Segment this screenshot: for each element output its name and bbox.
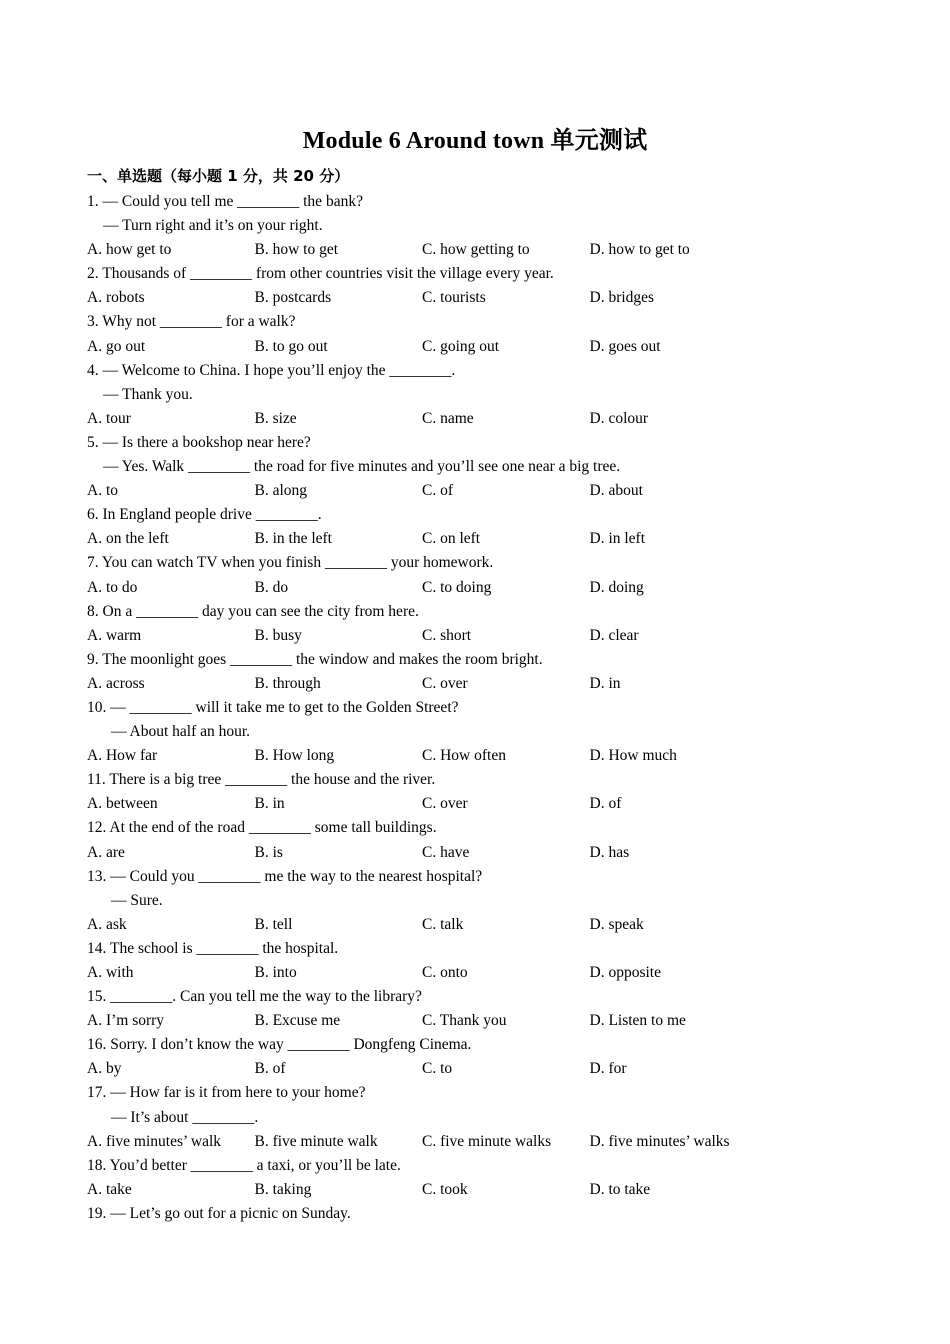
option-b: B. do (254, 578, 289, 596)
option-d: D. bridges (589, 289, 655, 307)
question-options (87, 527, 887, 551)
option-c: C. over (422, 795, 468, 813)
option-b: B. into (254, 964, 297, 981)
question-stem: 8. On a ________ day you can see the city from here. (87, 602, 419, 620)
option-d: D. for (589, 1060, 627, 1078)
question-stem: 13. — Could you ________ me the way to the nearest hospital? (87, 867, 483, 885)
question-stem: 3. Why not ________ for a walk? (87, 313, 296, 331)
option-d: D. doing (589, 578, 644, 596)
option-d: D. clear (589, 626, 639, 644)
option-b: B. through (254, 674, 321, 692)
question-reply: — It’s about ________. (111, 1108, 259, 1126)
option-b: B. tell (254, 915, 293, 933)
option-d: D. in (589, 674, 621, 692)
question-stem: 14. The school is ________ the hospital. (87, 939, 339, 957)
section-heading: 一、单选题（每小题 1 分，共 20 分） (87, 167, 350, 185)
question-options (87, 1057, 887, 1081)
option-b: B. in the left (254, 530, 332, 548)
question-reply: — Thank you. (103, 385, 193, 403)
option-d: D. of (589, 795, 622, 813)
option-b: B. in (254, 795, 285, 813)
question-stem: 19. — Let’s go out for a picnic on Sunday. (87, 1204, 351, 1222)
question-stem: 12. At the end of the road ________ some tall buildings. (87, 819, 437, 837)
question-options (87, 479, 887, 503)
question-reply: — Turn right and it’s on your right. (103, 217, 323, 235)
option-b: B. postcards (254, 289, 332, 307)
option-a: A. how get to (87, 241, 172, 259)
question-options (87, 238, 887, 262)
option-a: A. I’m sorry (87, 1012, 165, 1030)
option-c: C. to doing (422, 578, 492, 596)
option-d: D. about (589, 482, 643, 500)
option-a: A. ask (87, 915, 127, 933)
question-stem: 18. You’d better ________ a taxi, or you’ll be late. (87, 1156, 401, 1174)
question-options (87, 913, 887, 937)
question-stem: 7. You can watch TV when you finish ________ your homework. (87, 554, 494, 572)
question-stem: 6. In England people drive ________. (87, 506, 322, 524)
question-stem: 9. The moonlight goes ________ the window and makes the room bright. (87, 650, 543, 668)
question-options (87, 961, 887, 985)
option-a: A. on the left (87, 530, 169, 548)
question-reply: — Yes. Walk ________ the road for five minutes and you’ll see one near a big tree. (103, 458, 621, 476)
question-options (87, 672, 887, 696)
option-d: D. How much (589, 747, 677, 765)
option-d: D. speak (589, 915, 644, 933)
question-stem: 10. — ________ will it take me to get to the Golden Street? (87, 698, 459, 716)
question-stem: 1. — Could you tell me ________ the bank? (87, 193, 363, 210)
option-c: C. Thank you (422, 1012, 507, 1030)
option-b: B. Excuse me (254, 1012, 341, 1030)
option-b: B. to go out (254, 337, 328, 355)
option-a: A. warm (87, 626, 142, 644)
question-reply: — About half an hour. (111, 723, 251, 741)
option-c: C. over (422, 674, 468, 692)
option-c: C. going out (422, 337, 500, 355)
option-c: C. to (422, 1060, 453, 1078)
question-options (87, 792, 887, 816)
question-options (87, 1178, 887, 1202)
question-options (87, 576, 887, 600)
question-options (87, 286, 887, 310)
option-b: B. How long (254, 747, 335, 765)
option-c: C. took (422, 1180, 468, 1198)
question-stem: 2. Thousands of ________ from other countries visit the village every year. (87, 265, 554, 283)
option-c: C. how getting to (422, 241, 530, 259)
option-a: A. take (87, 1180, 132, 1198)
option-b: B. taking (254, 1180, 312, 1198)
option-c: C. on left (422, 530, 481, 548)
question-options (87, 1009, 887, 1033)
option-a: A. tour (87, 409, 131, 427)
option-d: D. goes out (589, 337, 661, 355)
option-c: C. five minute walks (422, 1132, 552, 1150)
option-c: C. How often (422, 747, 506, 765)
question-options (87, 841, 887, 865)
option-a: A. are (87, 843, 125, 861)
question-options (87, 335, 887, 359)
option-d: D. has (589, 843, 630, 861)
question-options (87, 624, 887, 648)
option-c: C. tourists (422, 289, 486, 307)
option-b: B. of (254, 1060, 286, 1078)
option-b: B. five minute walk (254, 1132, 378, 1150)
option-b: B. how to get (254, 241, 339, 259)
option-c: C. have (422, 843, 470, 861)
question-stem: 16. Sorry. I don’t know the way ________ Dongfeng Cinema. (87, 1036, 472, 1054)
question-reply: — Sure. (111, 891, 163, 909)
option-a: A. to (87, 482, 118, 500)
option-c: C. onto (422, 964, 468, 981)
question-options (87, 1130, 887, 1154)
option-b: B. is (254, 843, 283, 861)
option-c: C. name (422, 409, 474, 427)
option-c: C. talk (422, 915, 464, 933)
option-b: B. along (254, 482, 308, 500)
question-stem: 11. There is a big tree ________ the house and the river. (87, 771, 436, 789)
option-d: D. opposite (589, 964, 661, 981)
option-d: D. how to get to (589, 241, 690, 259)
option-d: D. to take (589, 1180, 651, 1198)
option-a: A. by (87, 1060, 122, 1078)
page-title: Module 6 Around town 单元测试 (302, 128, 648, 154)
question-options (87, 407, 887, 431)
option-a: A. across (87, 674, 145, 692)
question-list (87, 190, 887, 1226)
question-stem: 17. — How far is it from here to your home? (87, 1084, 366, 1102)
option-d: D. colour (589, 409, 649, 427)
option-a: A. five minutes’ walk (87, 1132, 222, 1150)
option-d: D. in left (589, 530, 646, 548)
option-a: A. go out (87, 337, 146, 355)
question-stem: 4. — Welcome to China. I hope you’ll enjoy the ________. (87, 361, 456, 379)
option-d: D. five minutes’ walks (589, 1132, 730, 1150)
option-c: C. short (422, 626, 472, 644)
option-b: B. size (254, 409, 297, 427)
question-stem: 5. — Is there a bookshop near here? (87, 433, 311, 451)
option-a: A. robots (87, 289, 145, 307)
option-a: A. to do (87, 578, 138, 596)
question-stem: 15. ________. Can you tell me the way to the library? (87, 988, 422, 1006)
option-a: A. with (87, 964, 134, 981)
option-d: D. Listen to me (589, 1012, 686, 1030)
option-c: C. of (422, 482, 453, 500)
option-a: A. How far (87, 747, 158, 765)
question-options (87, 744, 887, 768)
option-a: A. between (87, 795, 158, 813)
option-b: B. busy (254, 626, 302, 644)
